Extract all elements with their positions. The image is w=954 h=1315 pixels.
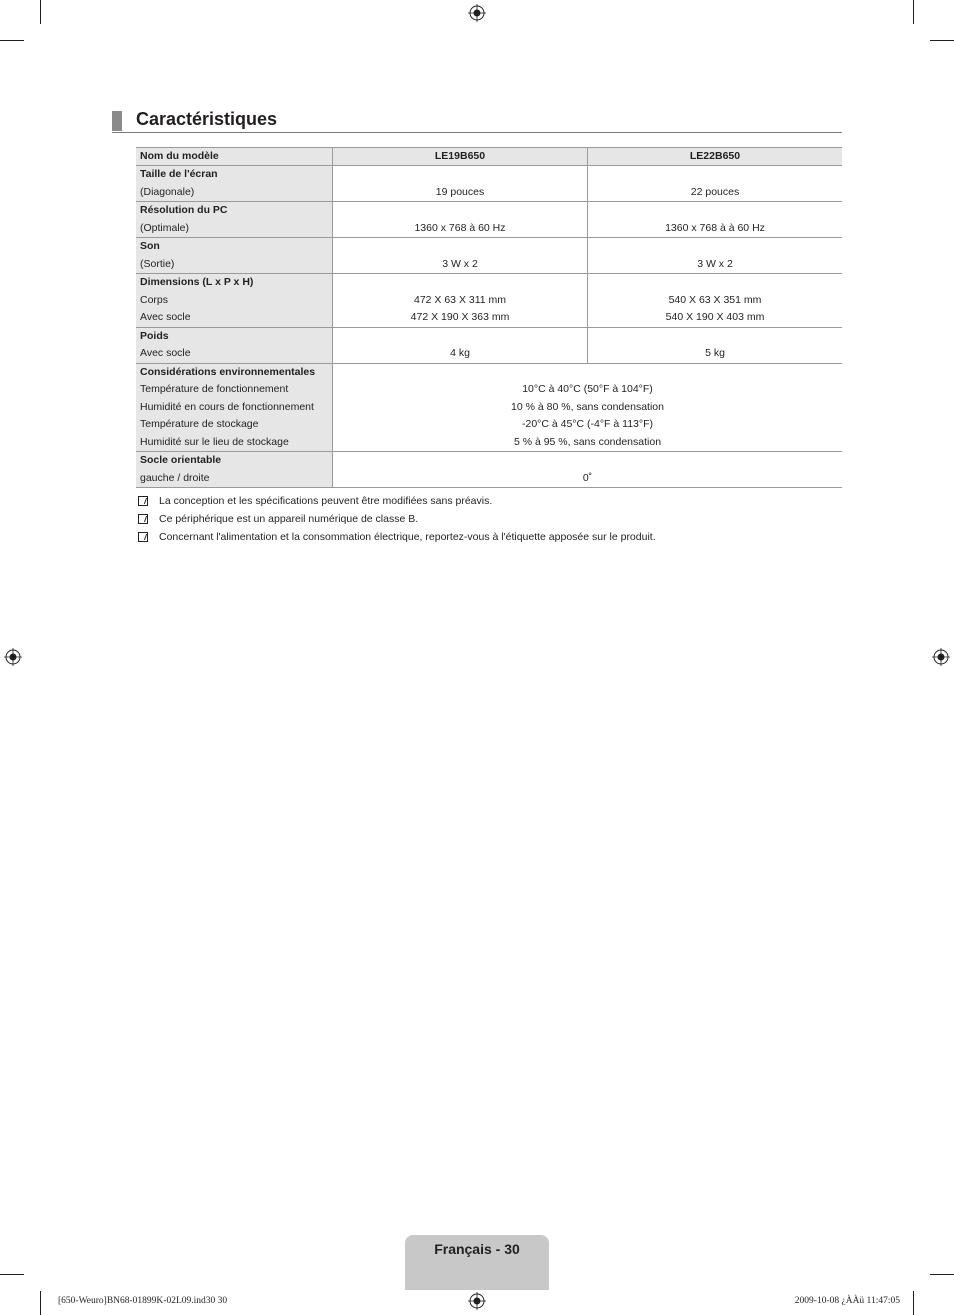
row-value: 1360 x 768 à 60 Hz bbox=[414, 221, 506, 234]
row-label: (Optimale) bbox=[140, 221, 190, 234]
print-slug-left: [650-Weuro]BN68-01899K-02L09.ind30 30 bbox=[58, 1296, 228, 1306]
note-text: Ce périphérique est un appareil numérique de classe B. bbox=[159, 513, 419, 525]
section-heading bbox=[112, 108, 842, 133]
group-title: Taille de l'écran bbox=[140, 168, 218, 180]
print-slug-right: 2009-10-08 ¿ÀÀü 11:47:05 bbox=[794, 1296, 900, 1306]
row-value: 5 % à 95 %, sans condensation bbox=[513, 435, 662, 448]
crop-mark bbox=[40, 0, 41, 24]
notes-list bbox=[138, 492, 656, 546]
table-row bbox=[136, 274, 842, 328]
row-label: Humidité sur le lieu de stockage bbox=[140, 435, 289, 448]
note-icon bbox=[138, 532, 148, 542]
row-value: 3 W x 2 bbox=[442, 257, 478, 270]
row-value: 540 X 63 X 351 mm bbox=[668, 293, 762, 306]
page-title: Caractéristiques bbox=[136, 109, 278, 129]
row-label: Température de fonctionnement bbox=[140, 383, 289, 395]
crop-mark bbox=[913, 1291, 914, 1315]
registration-mark-icon bbox=[468, 4, 486, 22]
row-value: 10 % à 80 %, sans condensation bbox=[511, 400, 664, 413]
row-value: 5 kg bbox=[705, 347, 725, 359]
row-label: Température de stockage bbox=[140, 418, 259, 430]
crop-mark bbox=[0, 1274, 24, 1275]
row-label: Humidité en cours de fonctionnement bbox=[140, 400, 314, 413]
table-row bbox=[136, 202, 842, 238]
header-model-a: LE19B650 bbox=[333, 148, 588, 166]
specifications-table bbox=[136, 147, 842, 488]
crop-mark bbox=[40, 1291, 41, 1315]
table-header-row bbox=[136, 148, 842, 166]
row-label: Corps bbox=[140, 293, 169, 306]
page-number-tab bbox=[405, 1235, 549, 1290]
row-label: gauche / droite bbox=[140, 471, 210, 484]
note-text: La conception et les spécifications peuvent être modifiées sans préavis. bbox=[159, 495, 493, 507]
row-label: (Diagonale) bbox=[140, 185, 195, 198]
row-value: 10°C à 40°C (50°F à 104°F) bbox=[522, 383, 653, 395]
crop-mark bbox=[0, 40, 24, 41]
row-value: 472 X 190 X 363 mm bbox=[410, 311, 510, 323]
note-icon bbox=[138, 496, 148, 506]
group-title: Socle orientable bbox=[140, 454, 222, 466]
row-value: 4 kg bbox=[450, 347, 470, 359]
crop-mark bbox=[930, 1274, 954, 1275]
page-number: Français - 30 bbox=[434, 1241, 520, 1257]
heading-bar-icon bbox=[112, 111, 122, 131]
row-value: 19 pouces bbox=[435, 185, 485, 198]
crop-mark bbox=[913, 0, 914, 24]
row-label: Avec socle bbox=[140, 347, 191, 359]
header-label: Nom du modèle bbox=[136, 148, 333, 166]
group-title: Dimensions (L x P x H) bbox=[140, 276, 254, 288]
group-title: Résolution du PC bbox=[140, 204, 228, 216]
table-row bbox=[136, 327, 842, 363]
row-value: 0˚ bbox=[582, 471, 593, 484]
row-label: (Sortie) bbox=[140, 257, 175, 270]
registration-mark-icon bbox=[932, 648, 950, 666]
list-item bbox=[138, 492, 656, 510]
row-value: 1360 x 768 à à 60 Hz bbox=[665, 221, 765, 234]
header-model-b: LE22B650 bbox=[588, 148, 843, 166]
row-value: 22 pouces bbox=[690, 185, 740, 198]
row-value: 472 X 63 X 311 mm bbox=[413, 293, 507, 306]
row-value: -20°C à 45°C (-4°F à 113°F) bbox=[522, 418, 653, 430]
table-row bbox=[136, 363, 842, 452]
table-row bbox=[136, 452, 842, 488]
table-row bbox=[136, 166, 842, 202]
table-row bbox=[136, 238, 842, 274]
list-item bbox=[138, 528, 656, 546]
group-title: Considérations environnementales bbox=[140, 365, 316, 378]
list-item bbox=[138, 510, 656, 528]
group-title: Son bbox=[140, 240, 160, 252]
note-icon bbox=[138, 514, 148, 524]
note-text: Concernant l'alimentation et la consommation électrique, reportez-vous à l'étiquette apposée sur le produit. bbox=[159, 531, 656, 543]
row-value: 540 X 190 X 403 mm bbox=[665, 311, 765, 323]
row-value: 3 W x 2 bbox=[697, 257, 733, 270]
crop-mark bbox=[930, 40, 954, 41]
registration-mark-icon bbox=[4, 648, 22, 666]
group-title: Poids bbox=[140, 329, 169, 342]
row-label: Avec socle bbox=[140, 311, 191, 323]
registration-mark-icon bbox=[468, 1292, 486, 1310]
